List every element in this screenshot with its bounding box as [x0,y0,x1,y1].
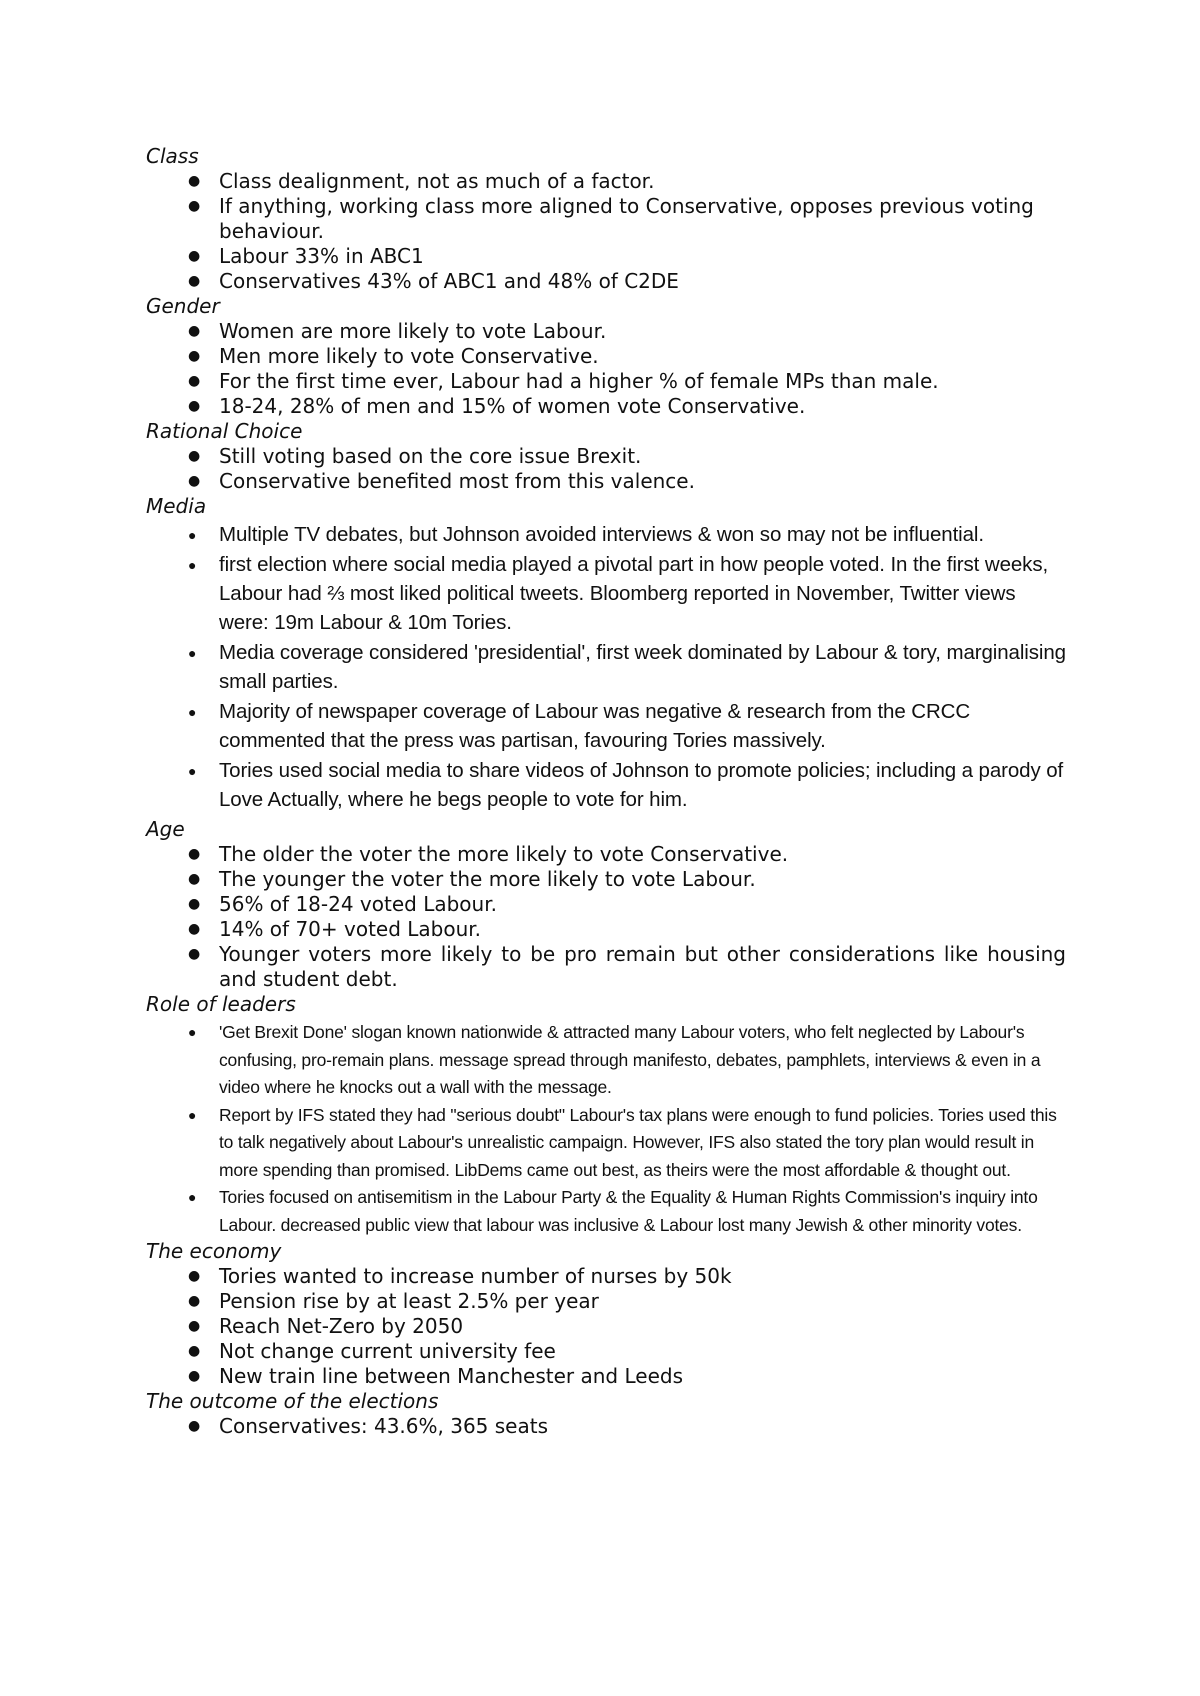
rational-choice-list [146,444,1066,494]
bullet-icon: ● [188,173,201,189]
bullet-icon: ● [188,398,201,414]
document-page [146,144,1066,1439]
list-item: ● Younger voters more likely to be pro remain but other considerations like housing and student debt. [188,942,1066,991]
list-item: ● Tories focused on antisemitism in the Labour Party & the Equality & Human Rights Commission's inquiry into Labour. decreased public view that labour was inclusive & Labour lost many Jewish & other minority votes. [146,1184,1066,1239]
list-item: ● Reach Net-Zero by 2050 [188,1314,464,1338]
bullet-icon: ● [188,896,201,912]
list-item: ● Pension rise by at least 2.5% per year [188,1289,599,1313]
bullet-icon: ● [188,946,201,962]
bullet-icon: ● [188,1318,201,1334]
list-item: ● Still voting based on the core issue Brexit. [188,444,642,468]
list-item: ● Conservative benefited most from this valence. [188,469,695,493]
bullet-icon: ● [188,273,201,289]
list-item: ● Tories used social media to share videos of Johnson to promote policies; including a parody of Love Actually, where he begs people to vote for him. [188,759,1064,811]
bullet-icon: ● [188,323,201,339]
section-heading-gender: Gender [146,294,220,318]
bullet-icon: ● [188,1418,201,1434]
list-item: ● Conservatives: 43.6%, 365 seats [188,1414,548,1438]
section-heading-role-of-leaders: Role of leaders [146,992,296,1016]
section-heading-media: Media [146,494,207,518]
list-item: ● Not change current university fee [188,1339,556,1363]
bullet-icon: ● [188,1189,197,1205]
list-item: ● New train line between Manchester and Leeds [188,1364,683,1388]
list-item: ● For the first time ever, Labour had a higher % of female MPs than male. [188,369,939,393]
bullet-icon: ● [188,448,201,464]
section-heading-class: Class [146,144,199,168]
bullet-icon: ● [188,1106,197,1123]
bullet-icon: ● [188,527,197,543]
list-item: ● 'Get Brexit Done' slogan known nationwide & attracted many Labour voters, who felt neglected by Labour's confusing, pro-remain plans. message spread through manifesto, debates, pamphlets, interviews & even in a video where he knocks out a wall with the message. [146,1019,1066,1102]
bullet-icon: ● [188,846,201,862]
class-list [146,169,1066,294]
list-item: ● 56% of 18-24 voted Labour. [188,892,497,916]
list-item: ● first election where social media played a pivotal part in how people voted. In the first weeks, Labour had ⅔ most liked political tweets. Bloomberg reported in November, Twitter views were: 19m Labour & 10m Tories. [188,553,1049,634]
role-of-leaders-list [146,1019,1066,1239]
bullet-icon: ● [188,248,201,264]
list-item: ● Class dealignment, not as much of a factor. [188,169,655,193]
list-item: ● 18-24, 28% of men and 15% of women vote Conservative. [188,394,806,418]
media-list [146,520,1066,814]
section-heading-outcome: The outcome of the elections [146,1389,439,1413]
list-item: ● Labour 33% in ABC1 [188,244,424,268]
gender-list [146,319,1066,419]
bullet-icon: ● [188,763,197,779]
list-item: ● The younger the voter the more likely to vote Labour. [188,867,756,891]
age-list [146,842,1066,992]
list-item: ● Women are more likely to vote Labour. [188,319,607,343]
bullet-icon: ● [188,473,201,489]
list-item: ● Conservatives 43% of ABC1 and 48% of C2DE [188,269,679,293]
list-item: ● The older the voter the more likely to vote Conservative. [188,842,789,866]
bullet-icon: ● [188,198,201,214]
bullet-icon: ● [188,557,197,573]
section-heading-rational-choice: Rational Choice [146,419,303,443]
bullet-icon: ● [188,348,201,364]
economy-list [146,1264,1066,1389]
section-heading-economy: The economy [146,1239,282,1263]
list-item: ● Tories wanted to increase number of nurses by 50k [188,1264,732,1288]
list-item: ● Majority of newspaper coverage of Labour was negative & research from the CRCC commented that the press was partisan, favouring Tories massively. [188,700,971,752]
list-item: ● Multiple TV debates, but Johnson avoided interviews & won so may not be influential. [146,520,1066,549]
bullet-icon: ● [188,1024,197,1040]
bullet-icon: ● [188,645,197,661]
bullet-icon: ● [188,373,201,389]
list-item: ● If anything, working class more aligned to Conservative, opposes previous voting behaviour. [188,194,1034,243]
bullet-icon: ● [188,704,197,720]
list-item: ● Media coverage considered 'presidential', first week dominated by Labour & tory, marginalising small parties. [188,641,1066,693]
bullet-icon: ● [188,1343,201,1359]
bullet-icon: ● [188,1368,201,1384]
list-item: ● 14% of 70+ voted Labour. [188,917,482,941]
bullet-icon: ● [188,871,201,887]
section-heading-age: Age [146,817,185,841]
list-item: ● Men more likely to vote Conservative. [188,344,599,368]
bullet-icon: ● [188,1268,201,1284]
list-item: ● Report by IFS stated they had "serious doubt" Labour's tax plans were enough to fund policies. Tories used this to talk negatively about Labour's unrealistic campaign. However, IFS also stated the tory plan would result in more spending than promised. LibDems came out best, as theirs were the most affordable & thought out. [146,1102,1066,1185]
bullet-icon: ● [188,1293,201,1309]
outcome-list [146,1414,1066,1439]
bullet-icon: ● [188,921,201,937]
